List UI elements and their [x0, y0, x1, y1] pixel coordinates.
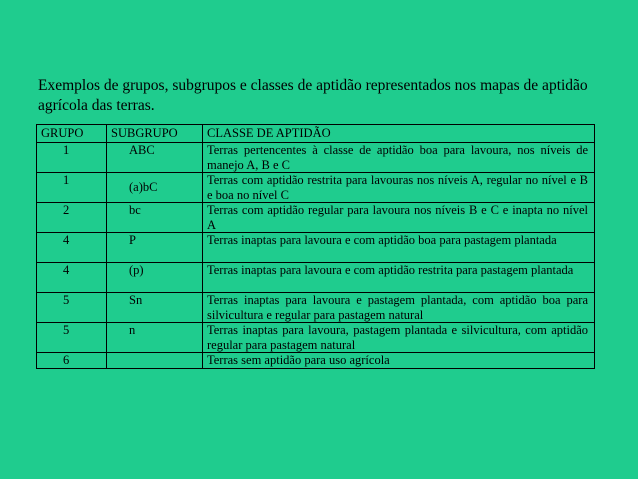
table-row: [37, 173, 595, 203]
cell-subgrupo: (a)bC: [107, 173, 203, 203]
cell-subgrupo: Sn: [107, 293, 203, 323]
cell-classe: Terras inaptas para lavoura e com aptidão restrita para pastagem plantada: [203, 263, 595, 293]
cell-grupo: 4: [37, 233, 107, 263]
cell-subgrupo: n: [107, 323, 203, 353]
table-row: [37, 323, 595, 353]
cell-subgrupo: ABC: [107, 143, 203, 173]
table-header-row: [37, 125, 595, 143]
cell-grupo: 6: [37, 353, 107, 369]
cell-classe: Terras inaptas para lavoura, pastagem plantada e silvicultura, com aptidão regular para pastagem natural: [203, 323, 595, 353]
header-grupo: GRUPO: [37, 125, 107, 143]
table-row: [37, 143, 595, 173]
cell-grupo: 5: [37, 293, 107, 323]
header-classe: CLASSE DE APTIDÃO: [203, 125, 595, 143]
cell-classe: Terras inaptas para lavoura e pastagem plantada, com aptidão boa para silvicultura e regular para pastagem natural: [203, 293, 595, 323]
table-row: [37, 353, 595, 369]
cell-subgrupo: [107, 353, 203, 369]
cell-classe: Terras pertencentes à classe de aptidão boa para lavoura, nos níveis de manejo A, B e C: [203, 143, 595, 173]
table-row: [37, 203, 595, 233]
cell-grupo: 1: [37, 173, 107, 203]
table-caption: Exemplos de grupos, subgrupos e classes de aptidão representados nos mapas de aptidão agrícola das terras.: [38, 77, 588, 114]
cell-classe: Terras sem aptidão para uso agrícola: [203, 353, 595, 369]
cell-subgrupo: (p): [107, 263, 203, 293]
table-row: [37, 293, 595, 323]
cell-classe: Terras com aptidão restrita para lavouras nos níveis A, regular no nível e B e boa no nível C: [203, 173, 595, 203]
cell-classe: Terras inaptas para lavoura e com aptidão boa para pastagem plantada: [203, 233, 595, 263]
cell-grupo: 2: [37, 203, 107, 233]
cell-grupo: 5: [37, 323, 107, 353]
cell-grupo: 1: [37, 143, 107, 173]
cell-grupo: 4: [37, 263, 107, 293]
header-subgrupo: SUBGRUPO: [107, 125, 203, 143]
cell-classe: Terras com aptidão regular para lavoura nos níveis B e C e inapta no nível A: [203, 203, 595, 233]
aptitude-table: [36, 124, 595, 369]
cell-subgrupo: P: [107, 233, 203, 263]
table-row: [37, 233, 595, 263]
table-row: [37, 263, 595, 293]
cell-subgrupo: bc: [107, 203, 203, 233]
